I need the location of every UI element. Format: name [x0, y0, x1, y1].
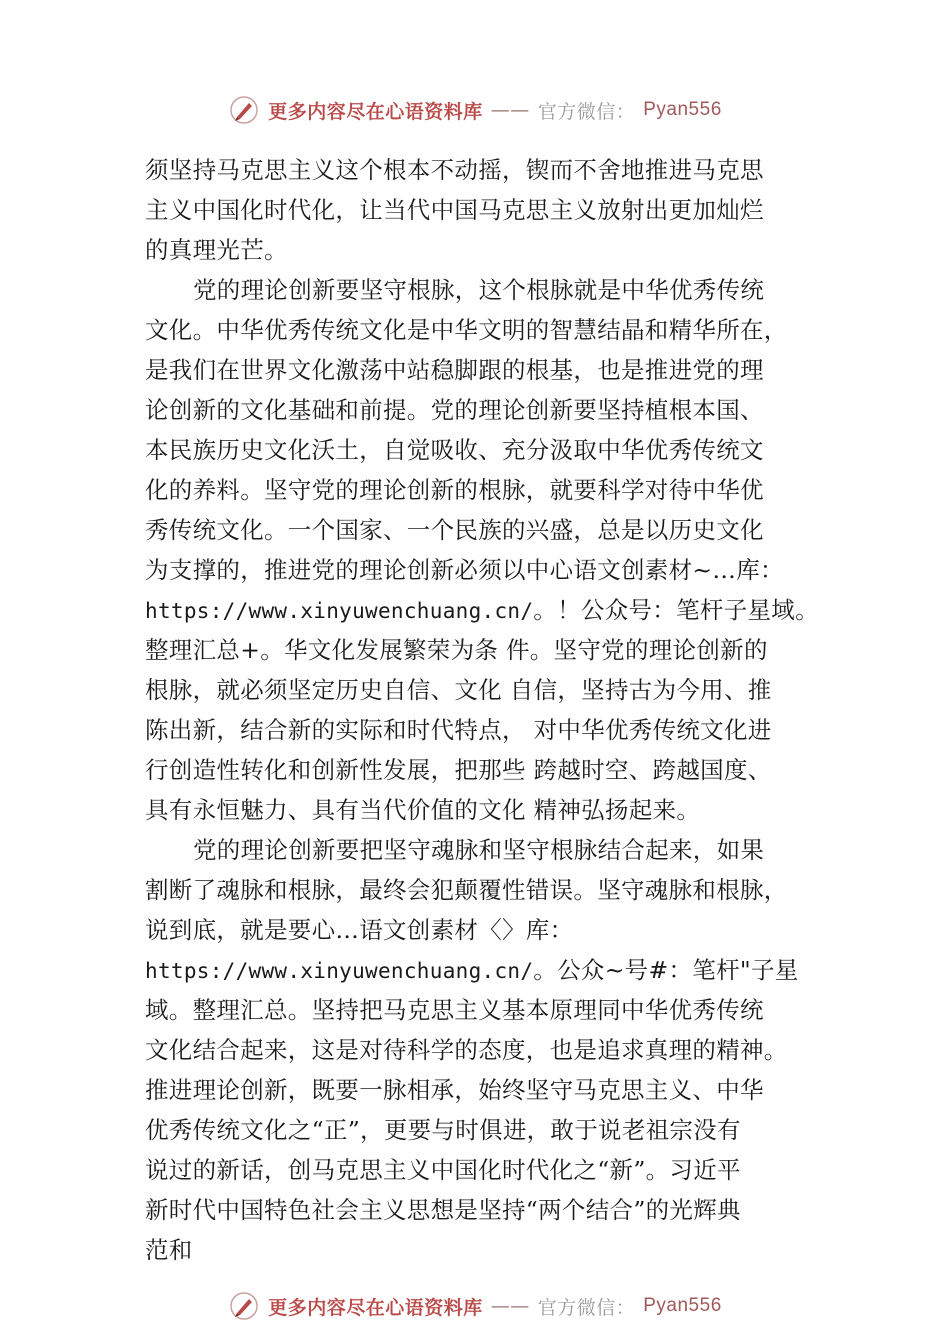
- text-line: 说过的新话，创马克思主义中国化时代化之“新”。习近平: [145, 1156, 741, 1184]
- header-watermark: [0, 94, 950, 126]
- text-line: 是我们在世界文化激荡中站稳脚跟的根基，也是推进党的理: [145, 356, 764, 384]
- text-line: 主义中国化时代化，让当代中国马克思主义放射出更加灿烂: [145, 196, 764, 224]
- text-line: 推进理论创新，既要一脉相承，始终坚守马克思主义、中华: [145, 1076, 764, 1104]
- paragraph-start-line: 党的理论创新要把坚守魂脉和坚守根脉结合起来，如果: [193, 836, 765, 864]
- watermark-brand: 更多内容尽在心语资料库: [268, 1296, 483, 1319]
- watermark-label: 官方微信：: [537, 1296, 636, 1319]
- watermark-brand: 更多内容尽在心语资料库: [268, 100, 483, 123]
- pen-logo-icon: [228, 94, 260, 126]
- watermark-dash: ——: [490, 99, 530, 121]
- text-line: 新时代中国特色社会主义思想是坚持“两个结合”的光辉典: [145, 1196, 741, 1224]
- text-line: 割断了魂脉和根脉，最终会犯颠覆性错误。坚守魂脉和根脉，: [145, 876, 788, 904]
- url-line: [145, 590, 825, 630]
- text-line: 根脉，就必须坚定历史自信、文化 自信，坚持古为今用、推: [145, 676, 772, 704]
- watermark-dash: ——: [490, 1295, 530, 1317]
- text-line: 行创造性转化和创新性发展，把那些 跨越时空、跨越国度、: [145, 756, 772, 784]
- text-line: 域。整理汇总。坚持把马克思主义基本原理同中华优秀传统: [145, 996, 764, 1024]
- text-line: 化的养料。坚守党的理论创新的根脉，就要科学对待中华优: [145, 476, 764, 504]
- url-line: [145, 950, 825, 990]
- url-line-rest: 。公众~号#：笔杆"子星: [533, 956, 799, 984]
- pen-logo-icon: [228, 1290, 260, 1322]
- text-line: 本民族历史文化沃土，自觉吸收、充分汲取中华优秀传统文: [145, 436, 764, 464]
- paragraph-start-line: 党的理论创新要坚守根脉，这个根脉就是中华优秀传统: [193, 276, 765, 304]
- text-line: 论创新的文化基础和前提。党的理论创新要坚持植根本国、: [145, 396, 764, 424]
- url-line-rest: 。！公众号：笔杆子星域。: [533, 596, 819, 624]
- text-line: 须坚持马克思主义这个根本不动摇，锲而不舍地推进马克思: [145, 156, 764, 184]
- source-url-link[interactable]: https://www.xinyuwenchuang.cn/: [145, 959, 534, 983]
- text-line: 文化。中华优秀传统文化是中华文明的智慧结晶和精华所在，: [145, 316, 788, 344]
- watermark-label: 官方微信：: [537, 100, 636, 123]
- source-url-link[interactable]: https://www.xinyuwenchuang.cn/: [145, 599, 534, 623]
- document-body: [145, 150, 825, 1270]
- footer-watermark: [0, 1290, 950, 1322]
- text-line: 说到底，就是要心…语文创素材〈〉库：: [145, 916, 574, 944]
- text-line: 的真理光芒。: [145, 236, 288, 264]
- text-line: 范和: [145, 1236, 193, 1264]
- text-line: 文化结合起来，这是对待科学的态度，也是追求真理的精神。: [145, 1036, 788, 1064]
- text-line: 优秀传统文化之“正”，更要与时俱进，敢于说老祖宗没有: [145, 1116, 741, 1144]
- text-line: 陈出新，结合新的实际和时代特点， 对中华优秀传统文化进: [145, 716, 772, 744]
- text-line: 整理汇总+。华文化发展繁荣为条 件。坚守党的理论创新的: [145, 636, 768, 664]
- text-line: 具有永恒魅力、具有当代价值的文化 精神弘扬起来。: [145, 796, 701, 824]
- text-line: 秀传统文化。一个国家、一个民族的兴盛，总是以历史文化: [145, 516, 764, 544]
- text-line: 为支撑的，推进党的理论创新必须以中心语文创素材~…库：: [145, 556, 784, 584]
- watermark-wechat-id: Pyan556: [643, 99, 722, 120]
- watermark-wechat-id: Pyan556: [643, 1295, 722, 1316]
